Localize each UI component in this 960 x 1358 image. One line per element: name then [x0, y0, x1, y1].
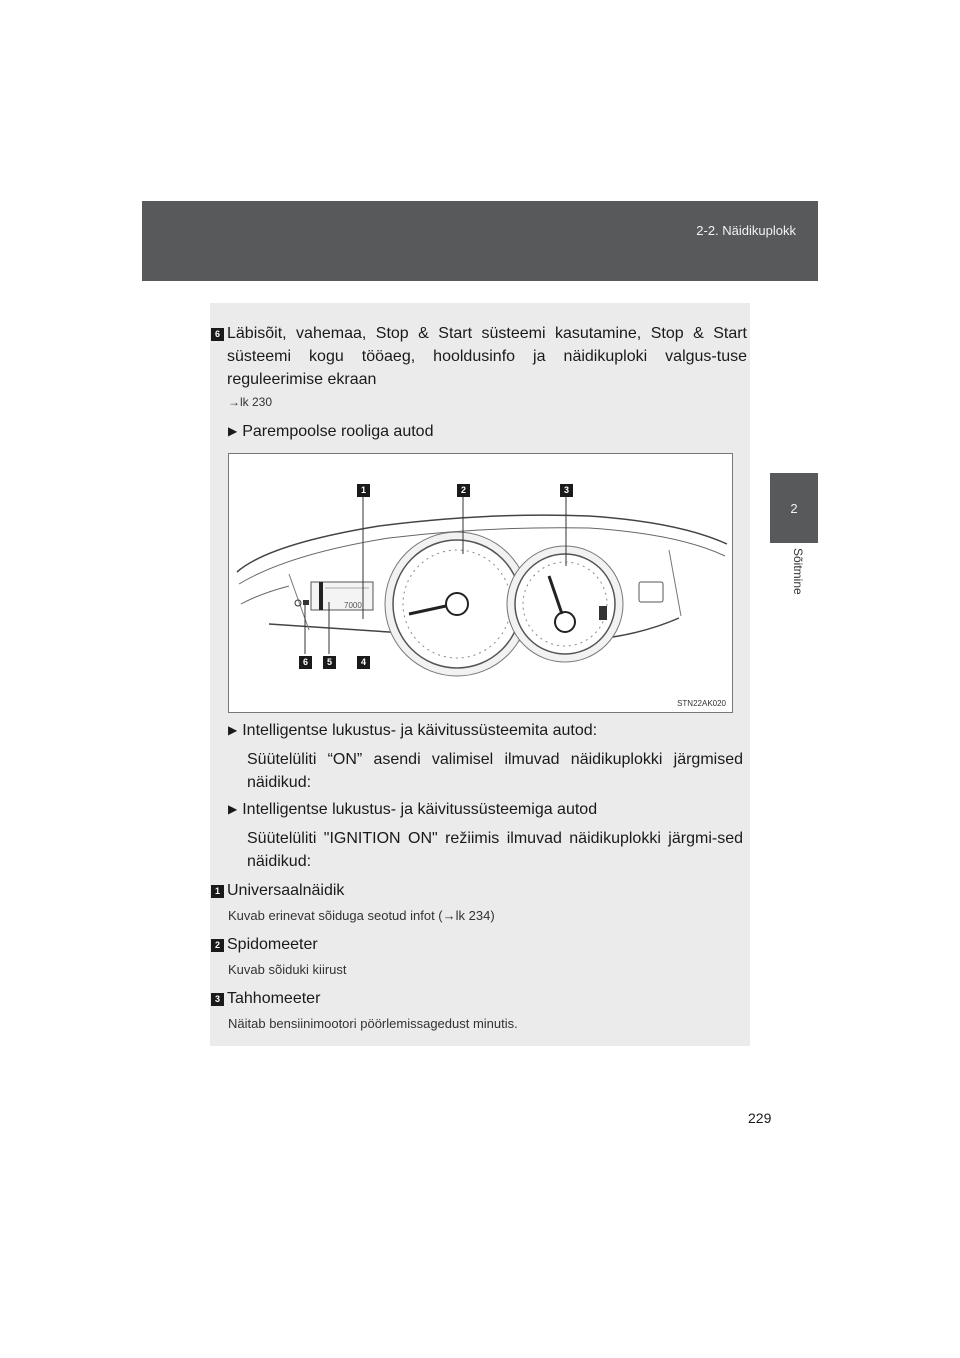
marker-2: 2 [211, 939, 224, 952]
bullet-no-smart-title: Intelligentse lukustus- ja käivitussüsteemita autod: [242, 722, 598, 739]
bullet-smart-text: Süütelüliti "IGNITION ON" režiimis ilmuvad näidikuplokki järgmi-sed näidikud: [247, 830, 743, 870]
item-2-title-row [211, 935, 318, 955]
item-1-title-row [211, 881, 344, 901]
marker-6: 6 [211, 328, 224, 341]
header-bar [142, 201, 818, 281]
item-3-title: Tahhomeeter [227, 990, 321, 1007]
item-2-title: Spidomeeter [227, 936, 318, 953]
item-6-text: Läbisõit, vahemaa, Stop & Start süsteemi kasutamine, Stop & Start süsteemi kogu tööaeg, hooldusinfo ja näidikuploki valgus-tuse reguleerimise ekraan [227, 325, 747, 388]
bullet-smart-key [228, 798, 743, 873]
bullet-no-smart-text: Süütelüliti “ON” asendi valimisel ilmuvad näidikuplokki järgmised näidikud: [247, 751, 743, 791]
bullet-rhd-text: Parempoolse rooliga autod [242, 423, 434, 440]
bullet-no-smart-key [228, 719, 743, 794]
triangle-bullet-icon: ▶ [228, 802, 238, 816]
section-title: 2-2. Näidikuplokk [696, 223, 796, 238]
chapter-number: 2 [790, 500, 798, 516]
item-6-description [211, 322, 747, 391]
callout-3: 3 [560, 484, 573, 497]
item-2-desc: Kuvab sõiduki kiirust [228, 962, 347, 977]
callout-1: 1 [357, 484, 370, 497]
figure-code: STN22AK020 [677, 699, 726, 708]
item-1-title: Universaalnäidik [227, 882, 345, 899]
callout-5: 5 [323, 656, 336, 669]
content-panel [210, 303, 750, 1046]
instrument-cluster-drawing [229, 454, 732, 712]
page-number: 229 [748, 1110, 772, 1126]
marker-3: 3 [211, 993, 224, 1006]
triangle-bullet-icon: ▶ [228, 723, 238, 737]
bullet-smart-title: Intelligentse lukustus- ja käivitussüsteemiga autod [242, 801, 598, 818]
bullet-rhd [228, 420, 743, 443]
item-6-page-ref[interactable]: →lk 230 [228, 395, 273, 409]
instrument-cluster-figure [228, 453, 733, 713]
item-1-desc: Kuvab erinevat sõiduga seotud infot (→lk 234) [228, 908, 495, 923]
item-3-title-row [211, 989, 320, 1009]
chapter-tab[interactable] [770, 473, 818, 543]
marker-1: 1 [211, 885, 224, 898]
item-3-desc: Näitab bensiinimootori pöörlemissagedust minutis. [228, 1016, 518, 1031]
chapter-label: Sõitmine [791, 548, 805, 595]
callout-4: 4 [357, 656, 370, 669]
display-reading: 7000 [344, 601, 362, 610]
callout-6: 6 [299, 656, 312, 669]
triangle-bullet-icon: ▶ [228, 424, 238, 438]
callout-2: 2 [457, 484, 470, 497]
